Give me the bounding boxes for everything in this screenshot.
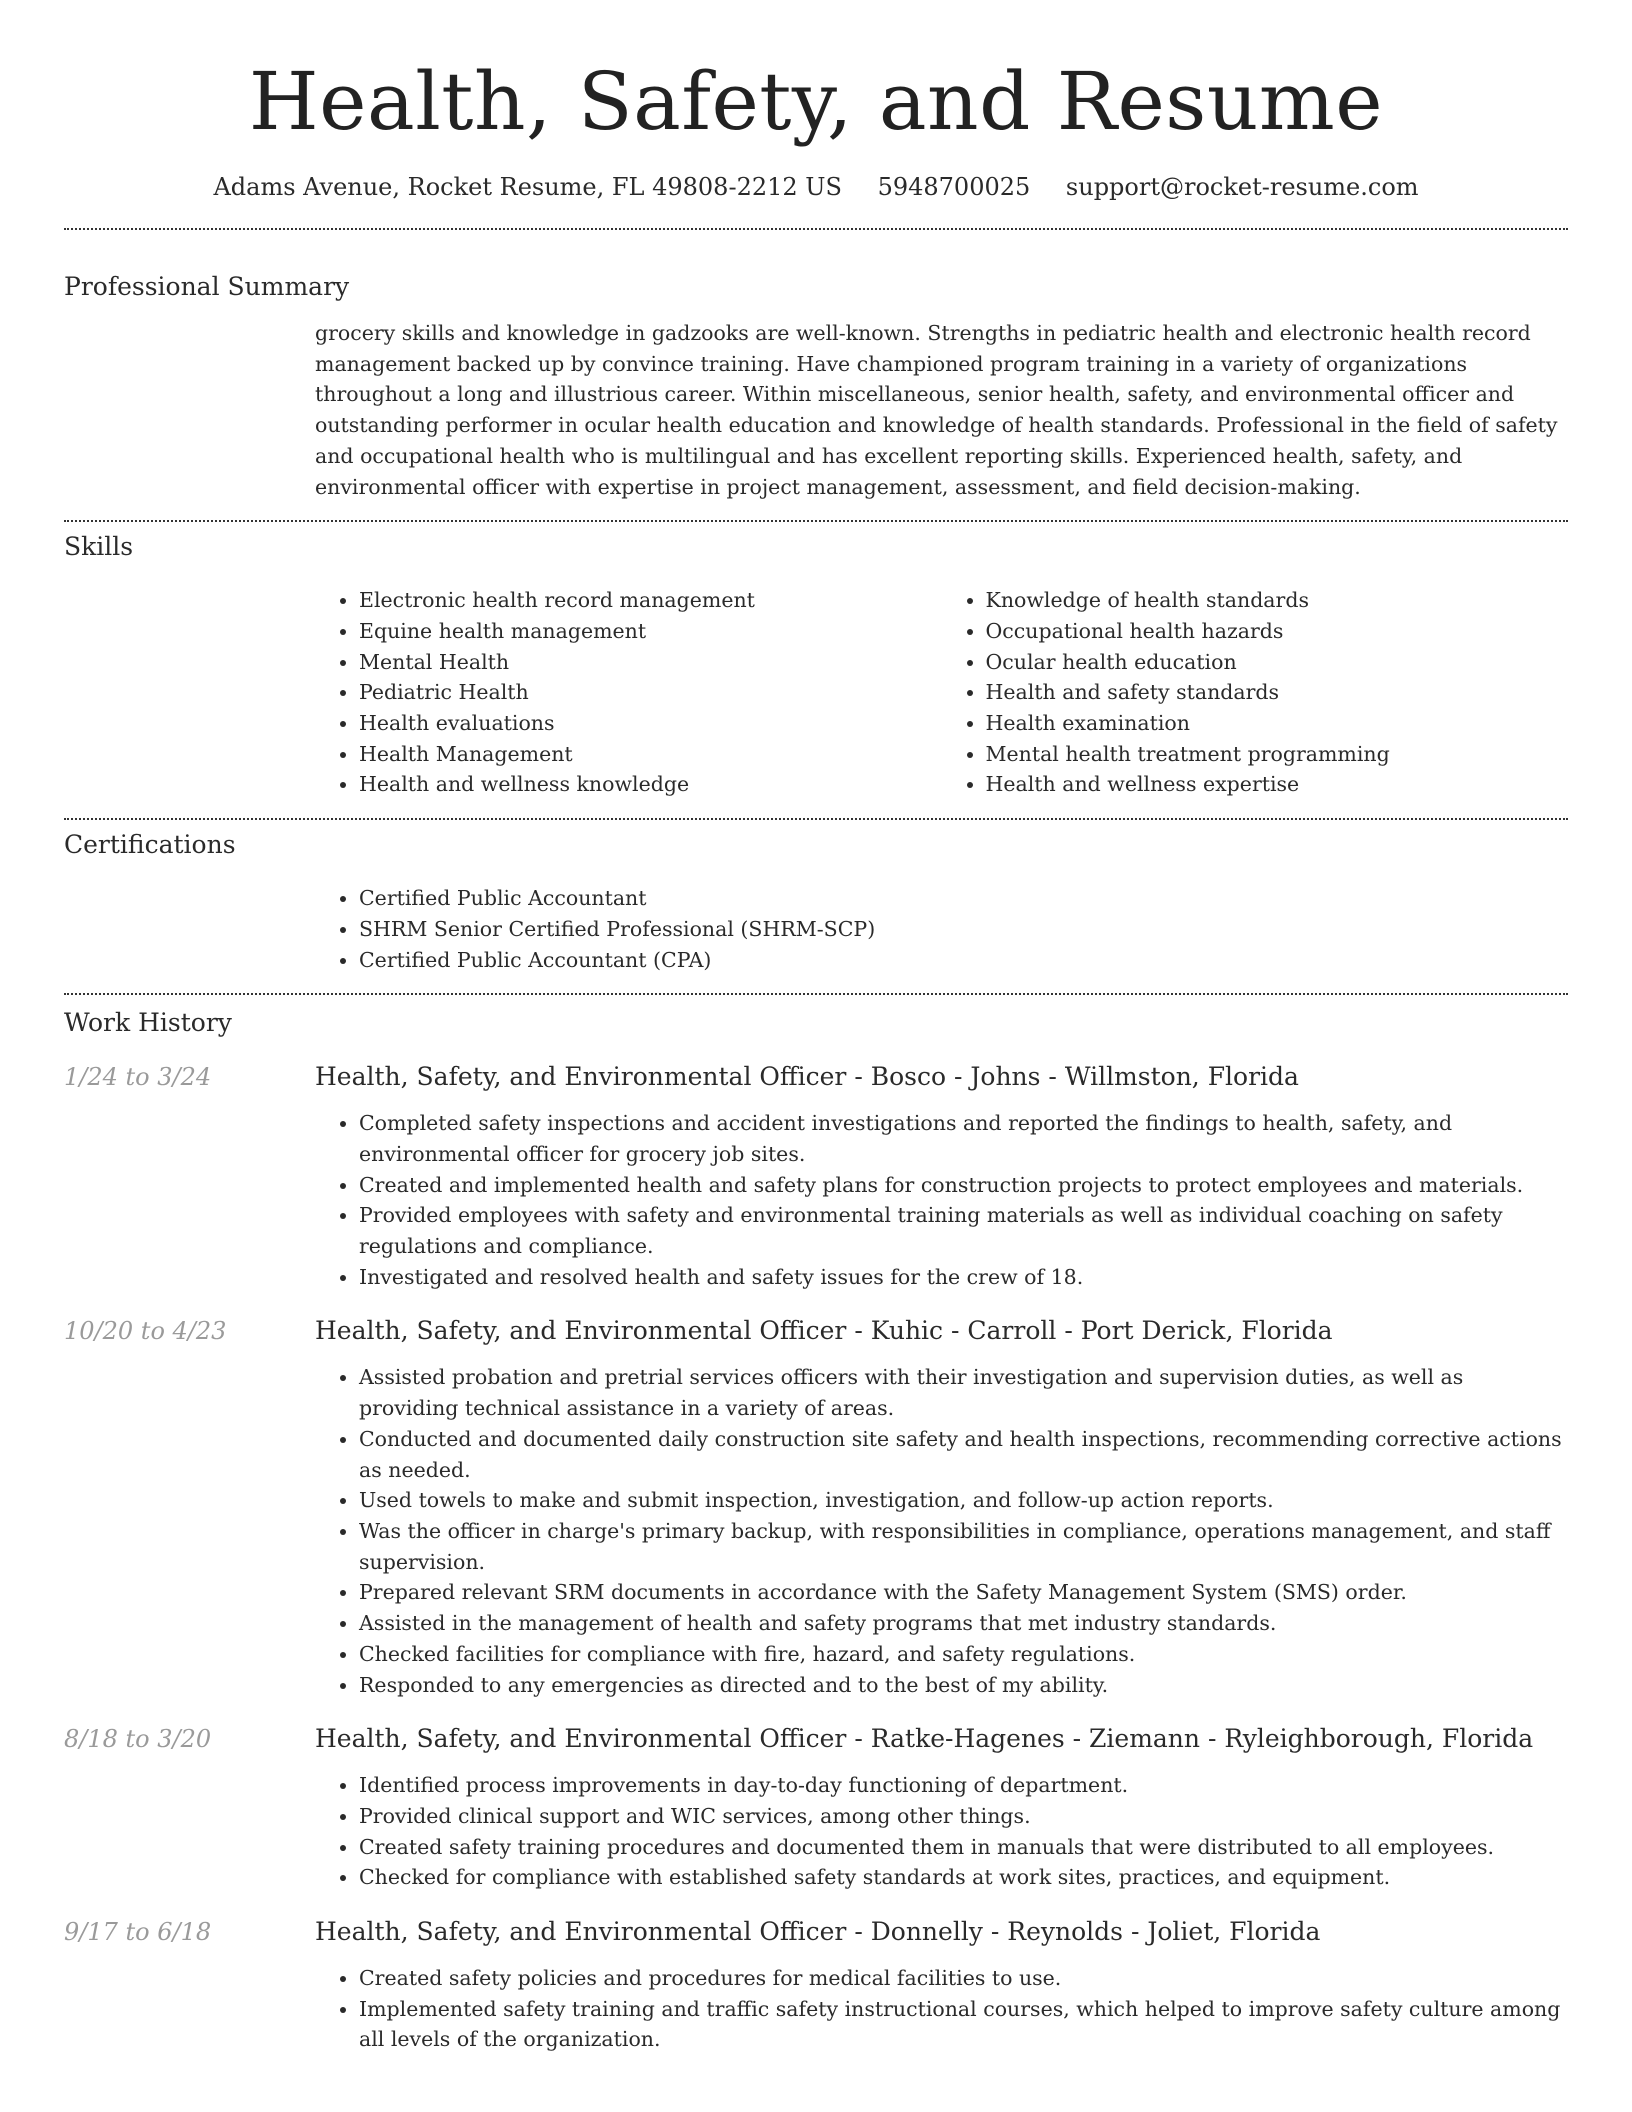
skill-item: • Health and wellness knowledge bbox=[359, 769, 942, 800]
skills-list-left bbox=[315, 585, 942, 800]
certification-item: • Certified Public Accountant (CPA) bbox=[359, 945, 1568, 976]
certifications-list bbox=[315, 883, 1568, 975]
job-bullet: • Conducted and documented daily construction site safety and health inspections, recommending corrective actions as needed. bbox=[359, 1424, 1568, 1485]
skill-item: • Health and safety standards bbox=[986, 677, 1569, 708]
skills-section bbox=[64, 531, 1568, 800]
job-bullet: • Responded to any emergencies as directed and to the best of my ability. bbox=[359, 1670, 1568, 1701]
job-bullet: • Created and implemented health and safety plans for construction projects to protect employees and materials. bbox=[359, 1170, 1568, 1201]
resume-page bbox=[64, 0, 1568, 2079]
certifications-section bbox=[64, 829, 1568, 975]
skill-item: • Health Management bbox=[359, 739, 942, 770]
summary-section bbox=[64, 271, 1568, 502]
job-bullet: • Identified process improvements in day-to-day functioning of department. bbox=[359, 1770, 1568, 1801]
job-title: Health, Safety, and Environmental Officer - Kuhic - Carroll - Port Derick, Florida bbox=[315, 1316, 1333, 1346]
job-bullet: • Investigated and resolved health and safety issues for the crew of 18. bbox=[359, 1262, 1568, 1293]
job-bullet: • Prepared relevant SRM documents in accordance with the Safety Management System (SMS) order. bbox=[359, 1577, 1568, 1608]
job-entry bbox=[64, 1724, 1568, 1893]
job-bullet: • Created safety policies and procedures for medical facilities to use. bbox=[359, 1963, 1568, 1994]
job-bullets bbox=[315, 1963, 1568, 2055]
section-title-certifications: Certifications bbox=[64, 830, 236, 860]
job-bullet: • Provided clinical support and WIC services, among other things. bbox=[359, 1801, 1568, 1832]
job-dates: 1/24 to 3/24 bbox=[64, 1063, 212, 1092]
job-bullet: • Completed safety inspections and accident investigations and reported the findings to health, safety, and environmental officer for grocery job sites. bbox=[359, 1108, 1568, 1169]
contact-email: support@rocket-resume.com bbox=[1065, 173, 1419, 201]
contact-line bbox=[64, 172, 1568, 202]
job-bullets bbox=[315, 1770, 1568, 1893]
skill-item: • Health evaluations bbox=[359, 708, 942, 739]
job-bullet: • Used towels to make and submit inspection, investigation, and follow-up action reports. bbox=[359, 1485, 1568, 1516]
skill-item: • Health examination bbox=[986, 708, 1569, 739]
job-dates: 8/18 to 3/20 bbox=[64, 1725, 212, 1754]
job-entry bbox=[64, 1917, 1568, 2055]
job-dates: 10/20 to 4/23 bbox=[64, 1317, 227, 1346]
job-bullet: • Assisted probation and pretrial services officers with their investigation and supervision duties, as well as providing technical assistance in a variety of areas. bbox=[359, 1362, 1568, 1423]
job-title: Health, Safety, and Environmental Officer - Ratke-Hagenes - Ziemann - Ryleighborough, Florida bbox=[315, 1724, 1534, 1754]
job-entry bbox=[64, 1062, 1568, 1292]
skill-item: • Health and wellness expertise bbox=[986, 769, 1569, 800]
skill-item: • Knowledge of health standards bbox=[986, 585, 1569, 616]
summary-text: grocery skills and knowledge in gadzooks are well-known. Strengths in pediatric health and electronic health record management backed up by convince training. Have championed program training in a variety of organizations throughout a long and illustrious career. Within miscellaneous, senior health, safety, and environmental officer and outstanding performer in ocular health education and knowledge of health standards. Professional in the field of safety and occupational health who is multilingual and has excellent reporting skills. Experienced health, safety, and environmental officer with expertise in project management, assessment, and field decision-making. bbox=[315, 321, 1558, 499]
skill-item: • Electronic health record management bbox=[359, 585, 942, 616]
section-title-work-history: Work History bbox=[64, 1008, 232, 1038]
resume-name: Health, Safety, and Resume bbox=[248, 55, 1384, 148]
divider bbox=[64, 520, 1568, 522]
job-bullet: • Assisted in the management of health and safety programs that met industry standards. bbox=[359, 1608, 1568, 1639]
job-bullet: • Provided employees with safety and environmental training materials as well as individual coaching on safety regulations and compliance. bbox=[359, 1200, 1568, 1261]
skill-item: • Pediatric Health bbox=[359, 677, 942, 708]
job-dates: 9/17 to 6/18 bbox=[64, 1918, 212, 1947]
skill-item: • Mental Health bbox=[359, 647, 942, 678]
skill-item: • Mental health treatment programming bbox=[986, 739, 1569, 770]
skill-item: • Equine health management bbox=[359, 616, 942, 647]
contact-phone: 5948700025 bbox=[877, 173, 1031, 201]
certification-item: • SHRM Senior Certified Professional (SHRM-SCP) bbox=[359, 914, 1568, 945]
job-bullets bbox=[315, 1362, 1568, 1700]
work-history-section bbox=[64, 1007, 1568, 2055]
divider bbox=[64, 818, 1568, 820]
section-title-summary: Professional Summary bbox=[64, 272, 350, 301]
certification-item: • Certified Public Accountant bbox=[359, 883, 1568, 914]
job-bullets bbox=[315, 1108, 1568, 1292]
job-title: Health, Safety, and Environmental Officer - Donnelly - Reynolds - Joliet, Florida bbox=[315, 1917, 1321, 1947]
job-list bbox=[64, 1062, 1568, 2055]
skill-item: • Occupational health hazards bbox=[986, 616, 1569, 647]
skill-item: • Ocular health education bbox=[986, 647, 1569, 678]
section-title-skills: Skills bbox=[64, 532, 134, 562]
skills-list-right bbox=[942, 585, 1569, 800]
contact-address: Adams Avenue, Rocket Resume, FL 49808-2212 US bbox=[213, 173, 842, 201]
job-bullet: • Checked for compliance with established safety standards at work sites, practices, and equipment. bbox=[359, 1862, 1568, 1893]
job-bullet: • Implemented safety training and traffic safety instructional courses, which helped to improve safety culture among all levels of the organization. bbox=[359, 1994, 1568, 2055]
job-bullet: • Created safety training procedures and documented them in manuals that were distributed to all employees. bbox=[359, 1832, 1568, 1863]
job-title: Health, Safety, and Environmental Officer - Bosco - Johns - Willmston, Florida bbox=[315, 1062, 1299, 1092]
job-bullet: • Checked facilities for compliance with fire, hazard, and safety regulations. bbox=[359, 1639, 1568, 1670]
divider bbox=[64, 228, 1568, 230]
divider bbox=[64, 993, 1568, 995]
job-bullet: • Was the officer in charge's primary backup, with responsibilities in compliance, operations management, and staff supervision. bbox=[359, 1516, 1568, 1577]
job-entry bbox=[64, 1316, 1568, 1700]
